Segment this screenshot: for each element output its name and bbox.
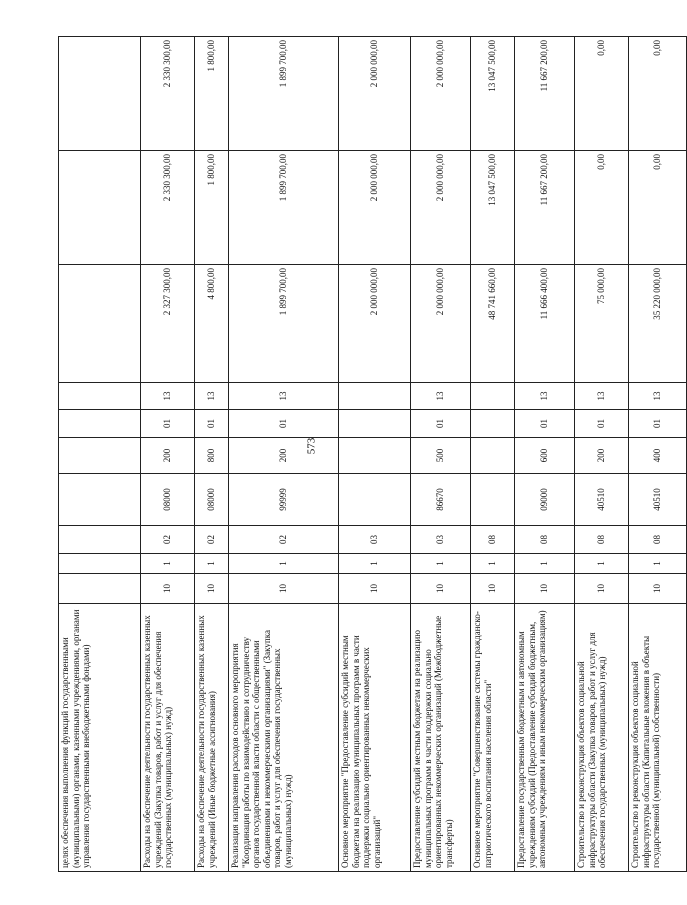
table-row <box>629 37 687 872</box>
code-cell-c1: 10 <box>339 574 411 604</box>
rotated-table-container <box>58 37 663 872</box>
code-cell-c1: 10 <box>411 574 471 604</box>
code-cell-c3: 08 <box>575 526 629 554</box>
budget-table <box>58 36 687 872</box>
code-cell-c3: 02 <box>195 526 229 554</box>
amount-cell-v3: 11 667 200,00 <box>515 37 575 151</box>
code-cell-c6: 01 <box>411 410 471 438</box>
amount-cell-v3: 2 000 000,00 <box>339 37 411 151</box>
code-cell-c6: 01 <box>141 410 195 438</box>
amount-cell-v1: 35 220 000,00 <box>629 265 687 383</box>
table-row <box>515 37 575 872</box>
code-cell-c1: 10 <box>141 574 195 604</box>
amount-cell-v1: 1 899 700,00 <box>229 265 339 383</box>
code-cell-c6: 01 <box>629 410 687 438</box>
code-cell-c7: 13 <box>411 383 471 410</box>
amount-cell-v3: 13 047 500,00 <box>471 37 515 151</box>
code-cell-c7 <box>59 383 141 410</box>
code-cell-c3: 08 <box>515 526 575 554</box>
code-cell-c6: 01 <box>195 410 229 438</box>
page-number: 573 <box>305 437 318 455</box>
code-cell-c6: 01 <box>575 410 629 438</box>
code-cell-c2 <box>59 554 141 574</box>
amount-cell-v3: 0,00 <box>629 37 687 151</box>
code-cell-c2: 1 <box>515 554 575 574</box>
amount-cell-v1: 2 000 000,00 <box>339 265 411 383</box>
code-cell-c6 <box>339 410 411 438</box>
code-cell-c5: 400 <box>629 438 687 474</box>
code-cell-c4: 08000 <box>195 474 229 526</box>
code-cell-c3: 02 <box>229 526 339 554</box>
row-name-cell: Основное мероприятие "Предоставление субсидий местным бюджетам на реализацию муниципальных программ в части поддержки социально ориентированных некоммерческих организаций" <box>339 604 411 872</box>
table-row <box>229 37 339 872</box>
code-cell-c1: 10 <box>515 574 575 604</box>
row-name-cell: Основное мероприятие "Совершенствование системы гражданско-патриотического воспитания населения области" <box>471 604 515 872</box>
code-cell-c5: 500 <box>411 438 471 474</box>
code-cell-c7: 13 <box>629 383 687 410</box>
code-cell-c2: 1 <box>411 554 471 574</box>
table-row <box>195 37 229 872</box>
code-cell-c6: 01 <box>229 410 339 438</box>
code-cell-c2: 1 <box>229 554 339 574</box>
row-name-cell: Строительство и реконструкция объектов социальной инфраструктуры области (Капитальные вложения в объекты государственной (муниципальной) собственности) <box>629 604 687 872</box>
table-row <box>59 37 141 872</box>
amount-cell-v1: 75 000,00 <box>575 265 629 383</box>
row-name-cell: Расходы на обеспечение деятельности государственных казенных учреждений (Закупка товаров, работ и услуг для обеспечения государственных (муниципальных) нужд) <box>141 604 195 872</box>
code-cell-c4: 86670 <box>411 474 471 526</box>
code-cell-c4: 09000 <box>515 474 575 526</box>
code-cell-c5: 200 <box>575 438 629 474</box>
row-name-cell: Предоставление государственным бюджетным и автономным учреждениям субсидий (Предоставление субсидий бюджетным, автономным учреждениям и иным некоммерческим организациям) <box>515 604 575 872</box>
amount-cell-v3: 1 899 700,00 <box>229 37 339 151</box>
amount-cell-v2: 2 000 000,00 <box>339 151 411 265</box>
code-cell-c5: 600 <box>515 438 575 474</box>
amount-cell-v2: 2 000 000,00 <box>411 151 471 265</box>
amount-cell-v1: 4 800,00 <box>195 265 229 383</box>
amount-cell-v2: 2 330 300,00 <box>141 151 195 265</box>
code-cell-c5 <box>471 438 515 474</box>
table-row <box>471 37 515 872</box>
code-cell-c2: 1 <box>575 554 629 574</box>
code-cell-c5: 200 <box>229 438 339 474</box>
row-name-cell: целях обеспечения выполнения функций государственными (муниципальными) органами, казенными учреждениями, органами управления государственными внебюджетными фондами) <box>59 604 141 872</box>
code-cell-c4: 40510 <box>575 474 629 526</box>
code-cell-c3: 08 <box>471 526 515 554</box>
code-cell-c2: 1 <box>629 554 687 574</box>
code-cell-c4 <box>471 474 515 526</box>
amount-cell-v1: 48 741 660,00 <box>471 265 515 383</box>
code-cell-c3: 03 <box>339 526 411 554</box>
code-cell-c6: 01 <box>515 410 575 438</box>
code-cell-c1: 10 <box>195 574 229 604</box>
amount-cell-v2: 1 899 700,00 <box>229 151 339 265</box>
code-cell-c4: 08000 <box>141 474 195 526</box>
amount-cell-v3: 0,00 <box>575 37 629 151</box>
code-cell-c4 <box>339 474 411 526</box>
amount-cell-v2: 0,00 <box>575 151 629 265</box>
code-cell-c1: 10 <box>229 574 339 604</box>
code-cell-c6 <box>471 410 515 438</box>
table-row <box>575 37 629 872</box>
code-cell-c6 <box>59 410 141 438</box>
row-name-cell: Расходы на обеспечение деятельности государственных казенных учреждений (Иные бюджетные ассигнования) <box>195 604 229 872</box>
code-cell-c1: 10 <box>471 574 515 604</box>
code-cell-c7: 13 <box>515 383 575 410</box>
code-cell-c4 <box>59 474 141 526</box>
code-cell-c7 <box>471 383 515 410</box>
amount-cell-v2: 1 800,00 <box>195 151 229 265</box>
code-cell-c3: 08 <box>629 526 687 554</box>
row-name-cell: Предоставление субсидий местным бюджетам на реализацию муниципальных программ в части поддержки социально ориентированных некоммерческих организаций (Межбюджетные трансферты) <box>411 604 471 872</box>
code-cell-c1 <box>59 574 141 604</box>
code-cell-c7 <box>339 383 411 410</box>
table-row <box>141 37 195 872</box>
code-cell-c5: 200 <box>141 438 195 474</box>
row-name-cell: Строительство и реконструкция объектов социальной инфраструктуры области (Закупка товаров, работ и услуг для обеспечения государственных (муниципальных) нужд) <box>575 604 629 872</box>
amount-cell-v1 <box>59 265 141 383</box>
amount-cell-v2: 13 047 500,00 <box>471 151 515 265</box>
code-cell-c5 <box>59 438 141 474</box>
amount-cell-v3: 1 800,00 <box>195 37 229 151</box>
code-cell-c2: 1 <box>141 554 195 574</box>
table-row <box>411 37 471 872</box>
amount-cell-v2: 11 667 200,00 <box>515 151 575 265</box>
code-cell-c3: 03 <box>411 526 471 554</box>
code-cell-c2: 1 <box>471 554 515 574</box>
amount-cell-v2: 0,00 <box>629 151 687 265</box>
code-cell-c5: 800 <box>195 438 229 474</box>
code-cell-c2: 1 <box>339 554 411 574</box>
code-cell-c3: 02 <box>141 526 195 554</box>
amount-cell-v2 <box>59 151 141 265</box>
code-cell-c7: 13 <box>195 383 229 410</box>
code-cell-c5 <box>339 438 411 474</box>
code-cell-c1: 10 <box>629 574 687 604</box>
code-cell-c7: 13 <box>575 383 629 410</box>
amount-cell-v1: 2 327 300,00 <box>141 265 195 383</box>
code-cell-c2: 1 <box>195 554 229 574</box>
row-name-cell: Реализация направления расходов основного мероприятия "Координация работы по взаимодействию и сотрудничеству органов государственной власти области с общественными объединениями и некоммерческими организациями" (Закупка товаров, работ и услуг для обеспечения государственных (муниципальных) нужд) <box>229 604 339 872</box>
amount-cell-v3: 2 000 000,00 <box>411 37 471 151</box>
code-cell-c1: 10 <box>575 574 629 604</box>
table-body <box>59 37 687 872</box>
code-cell-c4: 99999 <box>229 474 339 526</box>
amount-cell-v1: 11 666 400,00 <box>515 265 575 383</box>
table-row <box>339 37 411 872</box>
code-cell-c7: 13 <box>229 383 339 410</box>
code-cell-c7: 13 <box>141 383 195 410</box>
amount-cell-v3: 2 330 300,00 <box>141 37 195 151</box>
code-cell-c3 <box>59 526 141 554</box>
amount-cell-v1: 2 000 000,00 <box>411 265 471 383</box>
amount-cell-v3 <box>59 37 141 151</box>
code-cell-c4: 40510 <box>629 474 687 526</box>
